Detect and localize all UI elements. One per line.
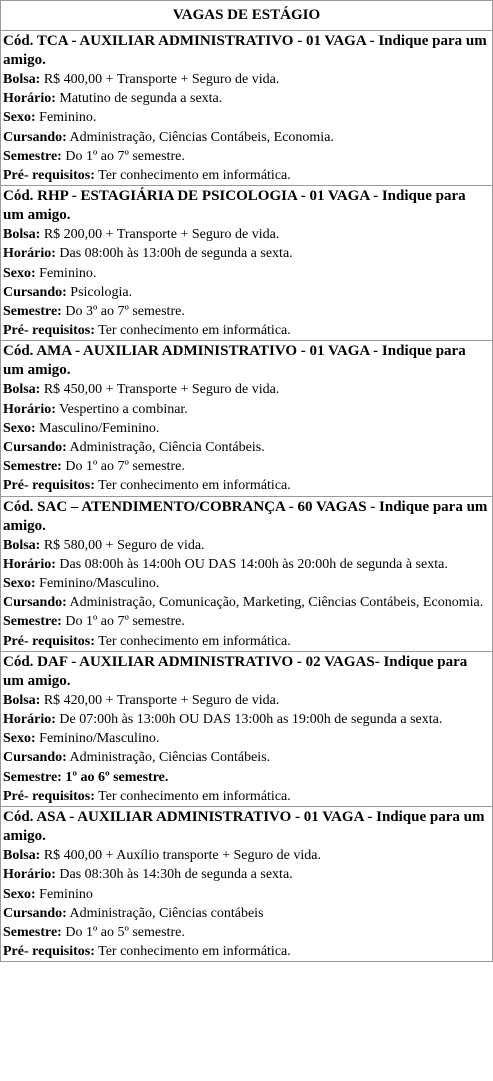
detail-value: Ter conhecimento em informática.	[94, 788, 291, 804]
detail-value: Ter conhecimento em informática.	[94, 944, 291, 960]
job-listing	[1, 497, 492, 652]
detail-label: Horário:	[3, 91, 56, 107]
job-detail-row	[3, 264, 490, 283]
detail-value: Do 1º ao 7º semestre.	[61, 459, 185, 475]
detail-value: R$ 400,00 + Transporte + Seguro de vida.	[40, 72, 280, 87]
job-listing	[1, 341, 492, 496]
detail-value: Feminino.	[35, 110, 97, 126]
job-detail-row	[3, 147, 490, 166]
job-listing	[1, 31, 492, 186]
detail-label: Horário:	[3, 867, 56, 883]
job-detail-row	[3, 691, 490, 710]
detail-value: Masculino/Feminino.	[35, 420, 160, 436]
job-detail-row	[3, 70, 490, 89]
job-heading: Cód. AMA - AUXILIAR ADMINISTRATIVO - 01 VAGA - Indique para um amigo.	[3, 343, 466, 379]
job-detail-row	[3, 846, 490, 865]
detail-label: Cursando:	[3, 440, 67, 456]
detail-label: Sexo:	[3, 110, 36, 126]
job-detail-row	[3, 419, 490, 438]
job-list	[1, 31, 492, 962]
detail-label: Horário:	[3, 401, 56, 417]
detail-value: Administração, Ciências contábeis	[66, 905, 264, 921]
job-detail-row	[3, 768, 490, 787]
detail-value: R$ 420,00 + Transporte + Seguro de vida.	[40, 692, 280, 708]
detail-value: Ter conhecimento em informática.	[94, 478, 291, 494]
detail-label: Sexo:	[3, 886, 36, 902]
detail-label: Cursando:	[3, 595, 67, 611]
detail-value: De 07:00h às 13:00h OU DAS 13:00h as 19:00h de segunda a sexta.	[55, 712, 443, 728]
detail-value: Do 3º ao 7º semestre.	[61, 304, 185, 320]
job-heading: Cód. TCA - AUXILIAR ADMINISTRATIVO - 01 VAGA - Indique para um amigo.	[3, 33, 487, 68]
job-detail-row	[3, 380, 490, 399]
detail-label: Sexo:	[3, 265, 36, 281]
job-detail-row	[3, 302, 490, 321]
detail-value: Do 1º ao 5º semestre.	[61, 924, 185, 940]
detail-value: Feminino/Masculino.	[35, 576, 160, 592]
job-heading: Cód. ASA - AUXILIAR ADMINISTRATIVO - 01 VAGA - Indique para um amigo.	[3, 809, 485, 845]
job-detail-row	[3, 632, 490, 651]
job-detail-row	[3, 593, 490, 612]
detail-label: Sexo:	[3, 576, 36, 592]
job-heading: Cód. DAF - AUXILIAR ADMINISTRATIVO - 02 VAGAS- Indique para um amigo.	[3, 653, 468, 689]
job-detail-row	[3, 787, 490, 806]
job-detail-row	[3, 108, 490, 127]
detail-value: Ter conhecimento em informática.	[94, 168, 291, 184]
job-detail-row	[3, 729, 490, 748]
detail-label: Cursando:	[3, 905, 67, 921]
detail-label: Bolsa:	[3, 72, 41, 87]
detail-value: Feminino/Masculino.	[35, 731, 160, 747]
job-detail-row	[3, 89, 490, 108]
detail-value: Administração, Ciência Contábeis.	[66, 440, 265, 456]
job-detail-row	[3, 885, 490, 904]
job-listing	[1, 652, 492, 807]
job-detail-row	[3, 612, 490, 631]
detail-value: Feminino.	[35, 265, 97, 281]
detail-value: Do 1º ao 7º semestre.	[61, 148, 185, 164]
detail-value: Administração, Ciências Contábeis, Economia.	[66, 129, 334, 145]
detail-label: Horário:	[3, 712, 56, 728]
detail-label: Horário:	[3, 556, 56, 572]
detail-label: Pré- requisitos:	[3, 323, 95, 339]
detail-label: Pré- requisitos:	[3, 478, 95, 494]
detail-value: R$ 400,00 + Auxílio transporte + Seguro de vida.	[40, 848, 321, 864]
job-detail-row	[3, 321, 490, 340]
detail-label: Cursando:	[3, 129, 67, 145]
job-detail-row	[3, 748, 490, 767]
job-listing	[1, 807, 492, 962]
job-detail-row	[3, 536, 490, 555]
detail-label: Bolsa:	[3, 227, 41, 243]
detail-label: Semestre:	[3, 148, 62, 164]
detail-label: Semestre:	[3, 304, 62, 320]
job-detail-row	[3, 128, 490, 147]
detail-value: Matutino de segunda a sexta.	[55, 91, 223, 107]
detail-label: Bolsa:	[3, 382, 41, 398]
detail-value: Psicologia.	[66, 284, 133, 300]
job-detail-row	[3, 904, 490, 923]
detail-label: Cursando:	[3, 750, 67, 766]
detail-label: Cursando:	[3, 284, 67, 300]
job-listing	[1, 186, 492, 341]
detail-value: R$ 580,00 + Seguro de vida.	[40, 537, 205, 553]
detail-value: Feminino	[35, 886, 93, 902]
detail-label: Pré- requisitos:	[3, 788, 95, 804]
job-detail-row	[3, 865, 490, 884]
detail-label: Sexo:	[3, 420, 36, 436]
detail-label: Pré- requisitos:	[3, 944, 95, 960]
detail-value: Das 08:00h às 14:00h OU DAS 14:00h às 20:00h de segunda à sexta.	[55, 556, 448, 572]
job-detail-row	[3, 555, 490, 574]
job-heading: Cód. SAC – ATENDIMENTO/COBRANÇA - 60 VAGAS - Indique para um amigo.	[3, 498, 488, 534]
job-detail-row	[3, 574, 490, 593]
job-detail-row	[3, 244, 490, 263]
detail-value: Das 08:30h às 14:30h de segunda a sexta.	[55, 867, 293, 883]
detail-value: R$ 450,00 + Transporte + Seguro de vida.	[40, 382, 280, 398]
detail-label: Semestre:	[3, 459, 62, 475]
detail-label: Semestre:	[3, 614, 62, 630]
page-title: VAGAS DE ESTÁGIO	[1, 1, 492, 31]
job-detail-row	[3, 166, 490, 185]
detail-value: 1º ao 6º semestre.	[61, 769, 169, 785]
detail-value: Do 1º ao 7º semestre.	[61, 614, 185, 630]
detail-value: R$ 200,00 + Transporte + Seguro de vida.	[40, 227, 280, 243]
job-detail-row	[3, 457, 490, 476]
detail-label: Bolsa:	[3, 692, 41, 708]
detail-label: Sexo:	[3, 731, 36, 747]
job-heading: Cód. RHP - ESTAGIÁRIA DE PSICOLOGIA - 01 VAGA - Indique para um amigo.	[3, 188, 466, 224]
detail-label: Semestre:	[3, 924, 62, 940]
job-detail-row	[3, 400, 490, 419]
job-detail-row	[3, 283, 490, 302]
detail-value: Das 08:00h às 13:00h de segunda a sexta.	[55, 246, 293, 262]
detail-value: Ter conhecimento em informática.	[94, 323, 291, 339]
job-detail-row	[3, 476, 490, 495]
job-detail-row	[3, 942, 490, 961]
detail-value: Ter conhecimento em informática.	[94, 633, 291, 649]
job-detail-row	[3, 923, 490, 942]
detail-value: Vespertino a combinar.	[55, 401, 188, 417]
detail-label: Horário:	[3, 246, 56, 262]
detail-value: Administração, Comunicação, Marketing, Ciências Contábeis, Economia.	[66, 595, 484, 611]
detail-label: Bolsa:	[3, 848, 41, 864]
detail-value: Administração, Ciências Contábeis.	[66, 750, 271, 766]
job-detail-row	[3, 225, 490, 244]
job-detail-row	[3, 438, 490, 457]
job-detail-row	[3, 710, 490, 729]
detail-label: Pré- requisitos:	[3, 633, 95, 649]
detail-label: Semestre:	[3, 769, 62, 785]
detail-label: Bolsa:	[3, 537, 41, 553]
detail-label: Pré- requisitos:	[3, 168, 95, 184]
